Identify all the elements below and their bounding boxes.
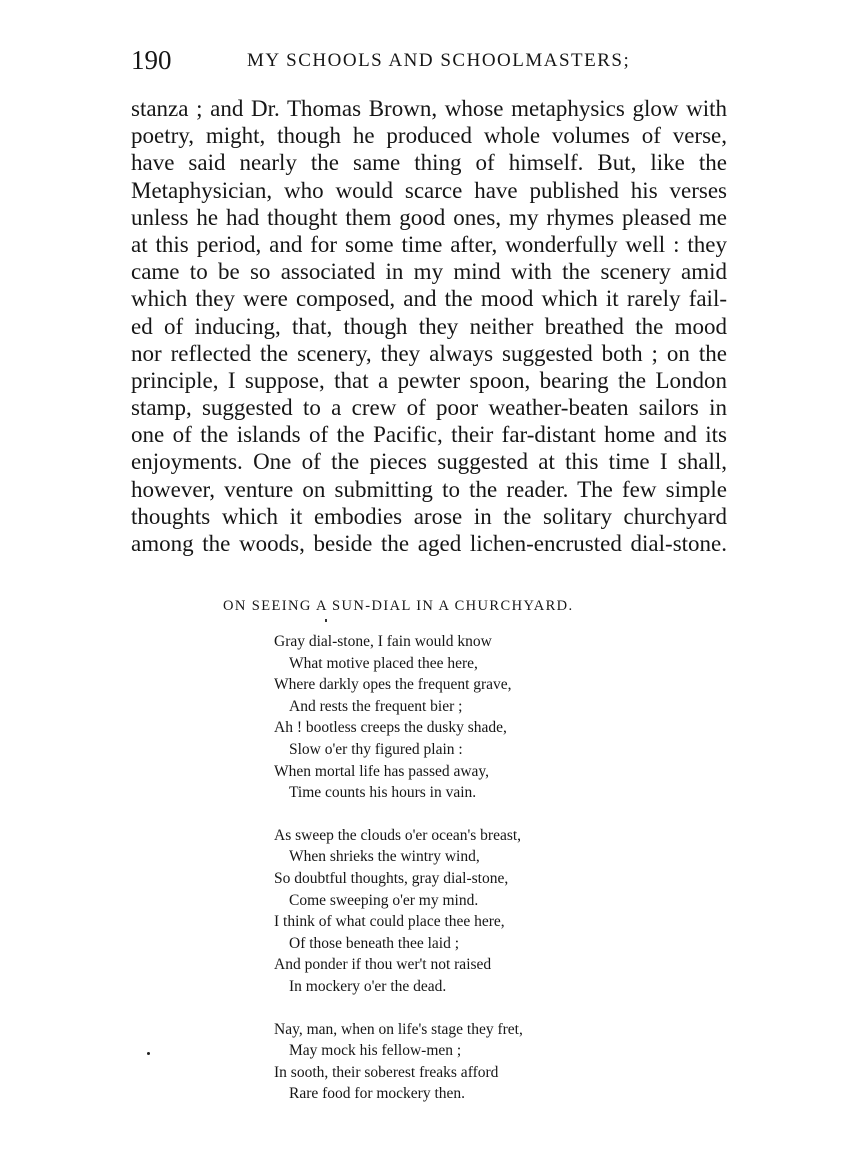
running-head: MY SCHOOLS AND SCHOOLMASTERS; [247,50,631,71]
prose-line: came to be so associated in my mind with the scenery amid [131,259,727,285]
poem-line: Rare food for mockery then. [289,1085,466,1103]
prose-paragraph [131,95,727,557]
poem-title: ON SEEING A SUN-DIAL IN A CHURCHYARD. [223,598,574,614]
poem-line: Come sweeping o'er my mind. [289,891,479,909]
poem-stanza [274,825,594,998]
prose-line: one of the islands of the Pacific, their far-distant home and its [131,422,727,448]
poem-line: Slow o'er thy figured plain : [289,740,463,758]
poem-line: In mockery o'er the dead. [289,977,447,995]
poem-line: Where darkly opes the frequent grave, [274,676,512,694]
poem-line: What motive placed thee here, [289,654,478,672]
poem-line: When shrieks the wintry wind, [289,848,480,866]
prose-line: however, venture on submitting to the reader. The few simple [131,476,727,502]
prose-line: ed of inducing, that, though they neither breathed the mood [131,313,727,339]
page-number: 190 [131,45,172,75]
prose-line: unless he had thought them good ones, my rhymes pleased me [131,204,727,230]
prose-line: stanza ; and Dr. Thomas Brown, whose metaphysics glow with [131,96,727,121]
prose-line: at this period, and for some time after, wonderfully well : they [131,231,727,257]
prose-line: enjoyments. One of the pieces suggested at this time I shall, [131,449,727,475]
print-speck [147,1052,150,1055]
poem-line: May mock his fellow-men ; [289,1042,462,1060]
poem-line: Gray dial-stone, I fain would know [274,633,492,650]
poem-line: So doubtful thoughts, gray dial-stone, [274,869,509,887]
prose-line: which they were composed, and the mood which it rarely fail- [131,286,727,312]
prose-line: Metaphysician, who would scarce have published his verses [131,177,727,203]
print-speck [325,619,327,622]
poem-line: And rests the frequent bier ; [289,697,463,715]
poem-line: And ponder if thou wer't not raised [274,956,492,974]
prose-line: poetry, might, though he produced whole volumes of verse, [131,123,727,149]
prose-line: have said nearly the same thing of himself. But, like the [131,150,727,176]
poem-line: In sooth, their soberest freaks afford [274,1063,499,1081]
page-header [131,44,724,76]
poem-line: Of those beneath thee laid ; [289,934,460,952]
poem-line: I think of what could place thee here, [274,913,505,931]
prose-line: thoughts which it embodies arose in the solitary churchyard [131,503,727,529]
poem-stanza [274,1019,594,1105]
prose-line: among the woods, beside the aged lichen-encrusted dial-stone. [131,531,727,556]
poem-line: Time counts his hours in vain. [289,784,477,802]
poem-stanza [274,631,594,804]
prose-line: nor reflected the scenery, they always suggested both ; on the [131,340,727,366]
poem-line: Ah ! bootless creeps the dusky shade, [274,719,507,737]
poem-line: When mortal life has passed away, [274,762,490,780]
poem [274,631,594,1126]
poem-line: Nay, man, when on life's stage they fret, [274,1020,523,1038]
poem-line: As sweep the clouds o'er ocean's breast, [274,826,522,844]
prose-line: principle, I suppose, that a pewter spoon, bearing the London [131,367,727,393]
prose-line: stamp, suggested to a crew of poor weather-beaten sailors in [131,395,727,421]
